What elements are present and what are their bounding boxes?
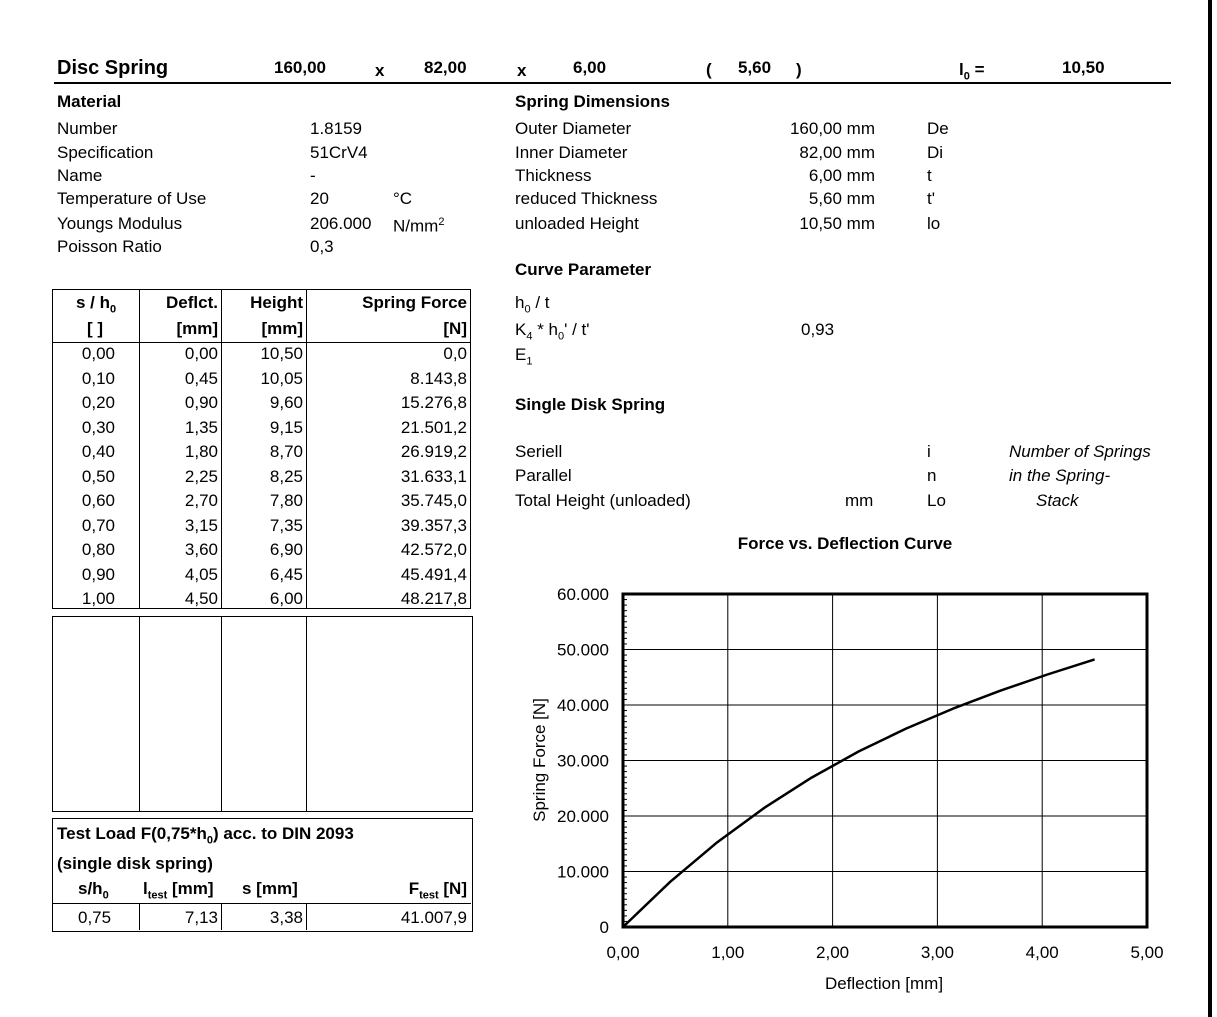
- test-load-title: Test Load $F(0,75*h_0)$ acc. to DIN 2093: [57, 824, 354, 847]
- table-cell: 1,35: [184, 417, 218, 437]
- material-value: 0,3: [310, 237, 334, 256]
- test-col-s-h0: $s/h_0$: [78, 879, 109, 902]
- table-cell: 0,10: [81, 368, 115, 388]
- y-tick-label: 30.000: [557, 751, 609, 771]
- dimension-label: unloaded Height: [515, 214, 639, 233]
- table-cell: 10,05: [260, 368, 303, 388]
- material-label: Specification: [57, 143, 154, 162]
- header-thickness: 6,00: [573, 58, 607, 77]
- note-line-3: Stack: [1036, 491, 1079, 510]
- chart-title: Force vs. Deflection Curve: [737, 534, 953, 553]
- material-value: 206.000: [310, 214, 372, 233]
- dimension-value: 6,00 mm: [808, 166, 875, 185]
- dimension-symbol: t: [927, 166, 932, 185]
- table-cell: 4,05: [184, 564, 218, 584]
- unit-force: [N]: [443, 319, 467, 338]
- dimension-value: 82,00 mm: [799, 143, 875, 162]
- material-value: 51CrV4: [310, 143, 368, 162]
- seriell-symbol: i: [927, 442, 931, 461]
- header-l0-value: 10,50: [1062, 58, 1105, 77]
- h0-over-t-label: $h_0$ / t: [515, 293, 550, 316]
- table-cell: 1,00: [81, 589, 115, 608]
- table-cell: 8,25: [269, 466, 303, 486]
- y-tick-label: 40.000: [557, 696, 609, 715]
- material-value: 1.8159: [310, 119, 362, 138]
- e1-label: $E_1$: [515, 345, 533, 368]
- header-paren-open: (: [706, 60, 712, 79]
- test-value-ltest: 7,13: [184, 908, 218, 927]
- material-label: Youngs Modulus: [57, 214, 183, 233]
- x-tick-label: 0,00: [606, 943, 640, 962]
- dimension-label: Outer Diameter: [515, 119, 632, 138]
- test-col-s: s [mm]: [242, 879, 298, 898]
- table-cell: 8.143,8: [410, 368, 467, 388]
- header-paren-close: ): [796, 60, 802, 79]
- table-cell: 0,50: [81, 466, 115, 486]
- dimension-symbol: t': [927, 189, 935, 208]
- total-height-symbol: Lo: [927, 491, 946, 510]
- test-load-rule: [52, 903, 471, 904]
- note-line-2: in the Spring-: [1009, 466, 1111, 485]
- col-header-deflection: Deflct.: [166, 293, 218, 312]
- dimension-label: Inner Diameter: [515, 143, 628, 162]
- dimension-label: Thickness: [515, 166, 592, 185]
- dimension-label: reduced Thickness: [515, 189, 658, 208]
- material-label: Number: [57, 119, 118, 138]
- dimension-value: 10,50 mm: [799, 214, 875, 233]
- header-l0: $l_0$ =: [959, 60, 985, 83]
- table-cell: 9,15: [269, 417, 303, 437]
- force-series-line: [623, 659, 1095, 927]
- table-cell: 26.919,2: [400, 442, 467, 461]
- table-cell: 7,35: [269, 515, 303, 535]
- table-cell: 0,30: [81, 417, 115, 437]
- empty-col-divider: [139, 616, 140, 811]
- header-inner: 82,00: [424, 58, 467, 77]
- y-axis-label: Spring Force [N]: [530, 698, 549, 822]
- test-value-s-h0: 0,75: [78, 908, 112, 927]
- header-rule: [54, 82, 1171, 84]
- table-cell: 39.357,3: [400, 515, 467, 535]
- table-cell: 8,70: [269, 442, 303, 461]
- empty-col-divider: [306, 616, 307, 811]
- col-header-s-h0: s / $h_0$: [76, 293, 117, 316]
- table-cell: 1,80: [184, 442, 218, 461]
- x-tick-label: 5,00: [1130, 943, 1164, 962]
- empty-col-divider: [221, 616, 222, 811]
- curve-parameter-heading: Curve Parameter: [515, 260, 652, 279]
- x-tick-label: 2,00: [816, 943, 850, 962]
- table-cell: 0,80: [81, 540, 115, 559]
- table-cell: 0,45: [184, 368, 218, 388]
- unit-height: [mm]: [261, 319, 303, 338]
- header-reduced: 5,60: [738, 58, 772, 77]
- table-cell: 3,15: [184, 515, 218, 535]
- table-cell: 2,25: [184, 466, 218, 486]
- material-heading: Material: [57, 92, 122, 111]
- header-x2: x: [517, 61, 527, 80]
- table-cell: 15.276,8: [400, 393, 467, 412]
- note-line-1: Number of Springs: [1009, 442, 1151, 461]
- table-cell: 10,50: [260, 344, 303, 363]
- test-col-ftest: $F_{test}$ [N]: [408, 879, 467, 902]
- y-tick-label: 10.000: [557, 862, 609, 882]
- test-value-s: 3,38: [269, 908, 303, 927]
- dimension-value: 160,00 mm: [789, 119, 875, 138]
- total-height-unit: mm: [845, 491, 874, 510]
- dimension-symbol: De: [927, 119, 949, 138]
- x-tick-label: 1,00: [711, 943, 745, 962]
- x-axis-label: Deflection [mm]: [824, 974, 944, 993]
- y-tick-label: 60.000: [557, 585, 609, 604]
- material-label: Temperature of Use: [57, 189, 207, 208]
- empty-table: [52, 616, 473, 812]
- table-cell: 7,80: [269, 491, 303, 510]
- material-value: -: [310, 166, 316, 185]
- table-cell: 31.633,1: [400, 466, 467, 486]
- table-cell: 6,00: [269, 589, 303, 608]
- header-outer: 160,00: [274, 58, 326, 77]
- test-value-ftest: 41.007,9: [400, 908, 467, 927]
- k4-label: $K_4 * h_0'$ / t': [515, 320, 590, 343]
- test-col-ltest: $l_{test}$ [mm]: [143, 879, 214, 902]
- y-tick-label: 0: [599, 918, 609, 937]
- title: Disc Spring: [57, 57, 169, 79]
- table-cell: 0,60: [81, 491, 115, 510]
- table-cell: 3,60: [184, 540, 218, 559]
- table-cell: 4,50: [184, 589, 218, 608]
- dimension-symbol: lo: [927, 214, 941, 233]
- table-cell: 9,60: [269, 393, 303, 412]
- table-cell: 0,00: [81, 344, 115, 363]
- table-cell: 0,90: [184, 393, 218, 412]
- total-height-label: Total Height (unloaded): [515, 491, 691, 510]
- material-label: Poisson Ratio: [57, 237, 162, 256]
- dimension-symbol: Di: [927, 143, 944, 162]
- table-header-rule: [52, 342, 471, 343]
- table-cell: 6,90: [269, 540, 303, 559]
- plot-frame: [623, 594, 1147, 927]
- table-cell: 0,40: [81, 442, 115, 461]
- seriell-label: Seriell: [515, 442, 563, 461]
- material-value: 20: [310, 189, 329, 208]
- table-cell: 0,20: [81, 393, 115, 412]
- table-cell: 0,00: [184, 344, 218, 363]
- right-border: [1208, 0, 1212, 1017]
- dimension-value: 5,60 mm: [808, 189, 875, 208]
- y-tick-label: 20.000: [557, 807, 609, 826]
- table-cell: 6,45: [269, 564, 303, 584]
- test-load-subtitle: (single disk spring): [57, 854, 213, 873]
- table-cell: 0,0: [443, 344, 467, 363]
- parallel-symbol: n: [927, 466, 937, 485]
- single-disk-heading: Single Disk Spring: [515, 395, 666, 414]
- table-cell: 0,90: [81, 564, 115, 584]
- material-label: Name: [57, 166, 103, 185]
- table-cell: 48.217,8: [400, 589, 467, 608]
- table-cell: 21.501,2: [400, 417, 467, 437]
- table-cell: 42.572,0: [400, 540, 467, 559]
- table-cell: 45.491,4: [400, 564, 467, 584]
- unit-deflection: [mm]: [176, 319, 218, 338]
- col-header-height: Height: [250, 293, 303, 312]
- dimensions-heading: Spring Dimensions: [515, 92, 670, 111]
- table-cell: 35.745,0: [400, 491, 467, 510]
- x-tick-label: 4,00: [1025, 943, 1059, 962]
- material-unit: °C: [393, 189, 413, 208]
- table-cell: 0,70: [81, 515, 115, 535]
- x-tick-label: 3,00: [920, 943, 954, 962]
- material-unit: $N/mm^2$: [393, 216, 445, 236]
- col-header-force: Spring Force: [362, 293, 467, 312]
- k4-value: 0,93: [801, 320, 835, 339]
- table-cell: 2,70: [184, 491, 218, 510]
- parallel-label: Parallel: [515, 466, 572, 485]
- y-tick-label: 50.000: [557, 640, 609, 660]
- unit-s-h0: [ ]: [87, 319, 104, 338]
- header-x1: x: [375, 61, 385, 80]
